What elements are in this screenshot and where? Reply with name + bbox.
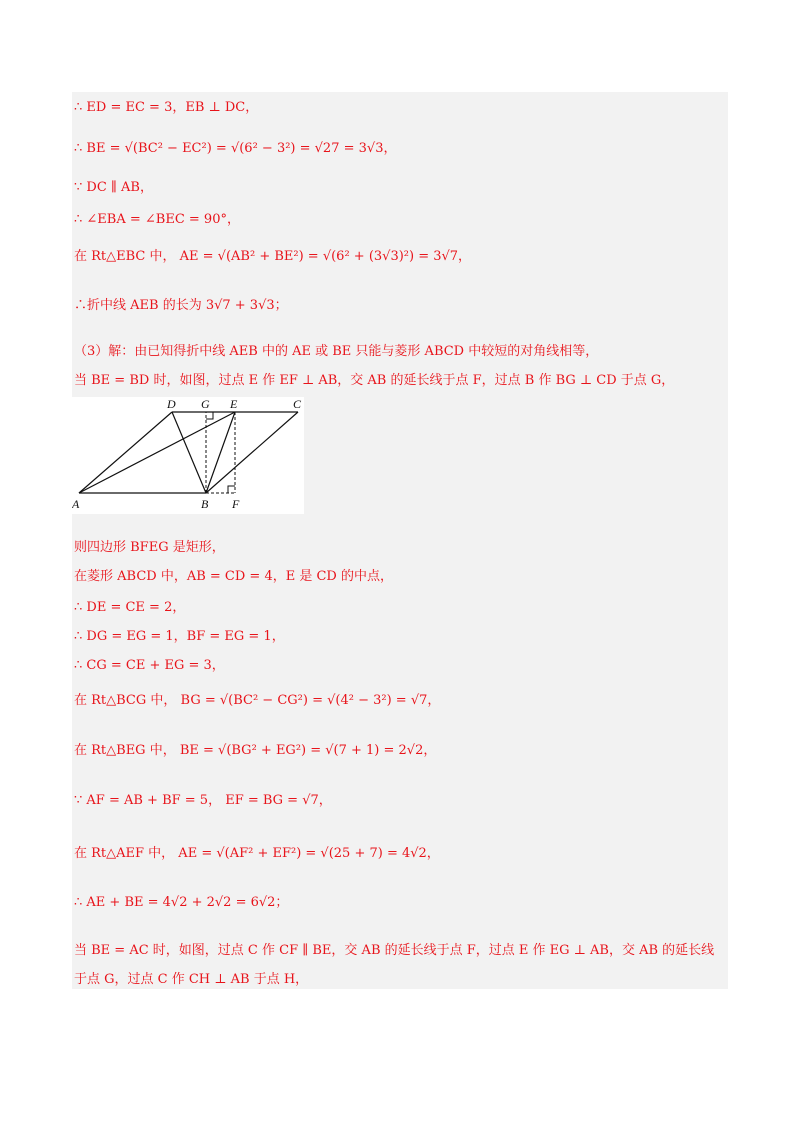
step-line-2: ∴ BE = √(BC² − EC²) = √(6² − 3²) = √27 = 3√3， (74, 141, 397, 156)
segment-AE (79, 412, 235, 493)
label-G: G (201, 397, 210, 411)
step-line-9: 则四边形 BFEG 是矩形， (74, 540, 225, 555)
label-A: A (72, 497, 80, 511)
step-line-7: （3）解：由已知得折中线 AEB 中的 AE 或 BE 只能与菱形 ABCD 中较短的对角线相等， (74, 344, 599, 359)
rhombus-figure (72, 397, 304, 514)
rhombus-diagram (72, 397, 304, 514)
segment-BC (206, 412, 298, 493)
segment-BD (172, 412, 206, 493)
right-angle-G (206, 412, 213, 419)
step-line-15: 在 Rt△BEG 中， BE = √(BG² + EG²) = √(7 + 1) = 2√2， (74, 743, 437, 758)
step-line-19: 当 BE = AC 时，如图，过点 C 作 CF ∥ BE，交 AB 的延长线于点 F，过点 E 作 EG ⊥ AB，交 AB 的延长线 (74, 943, 715, 958)
step-line-20: 于点 G，过点 C 作 CH ⊥ AB 于点 H， (74, 972, 309, 987)
step-line-13: ∴ CG = CE + EG = 3， (74, 658, 225, 673)
step-line-11: ∴ DE = CE = 2， (74, 600, 186, 615)
step-line-18: ∴ AE + BE = 4√2 + 2√2 = 6√2； (74, 895, 289, 910)
step-line-6: ∴折中线 AEB 的长为 3√7 + 3√3； (74, 298, 288, 313)
label-C: C (293, 397, 302, 411)
step-line-5: 在 Rt△EBC 中， AE = √(AB² + BE²) = √(6² + (3√3)²) = 3√7， (74, 249, 472, 264)
right-angle-F (228, 486, 235, 493)
step-line-10: 在菱形 ABCD 中，AB = CD = 4，E 是 CD 的中点， (74, 569, 393, 584)
step-line-17: 在 Rt△AEF 中， AE = √(AF² + EF²) = √(25 + 7) = 4√2， (74, 846, 440, 861)
label-F: F (232, 497, 240, 511)
label-B: B (201, 497, 209, 511)
label-E: E (230, 397, 238, 411)
step-line-1: ∴ ED = EC = 3，EB ⊥ DC， (74, 100, 259, 115)
label-D: D (167, 397, 176, 411)
step-line-3: ∵ DC ∥ AB， (74, 180, 153, 195)
step-line-4: ∴ ∠EBA = ∠BEC = 90°， (74, 212, 240, 227)
step-line-12: ∴ DG = EG = 1，BF = EG = 1， (74, 629, 285, 644)
step-line-14: 在 Rt△BCG 中， BG = √(BC² − CG²) = √(4² − 3²) = √7， (74, 693, 441, 708)
step-line-8: 当 BE = BD 时，如图，过点 E 作 EF ⊥ AB，交 AB 的延长线于点 F，过点 B 作 BG ⊥ CD 于点 G， (74, 373, 675, 388)
step-line-16: ∵ AF = AB + BF = 5， EF = BG = √7， (74, 793, 332, 808)
